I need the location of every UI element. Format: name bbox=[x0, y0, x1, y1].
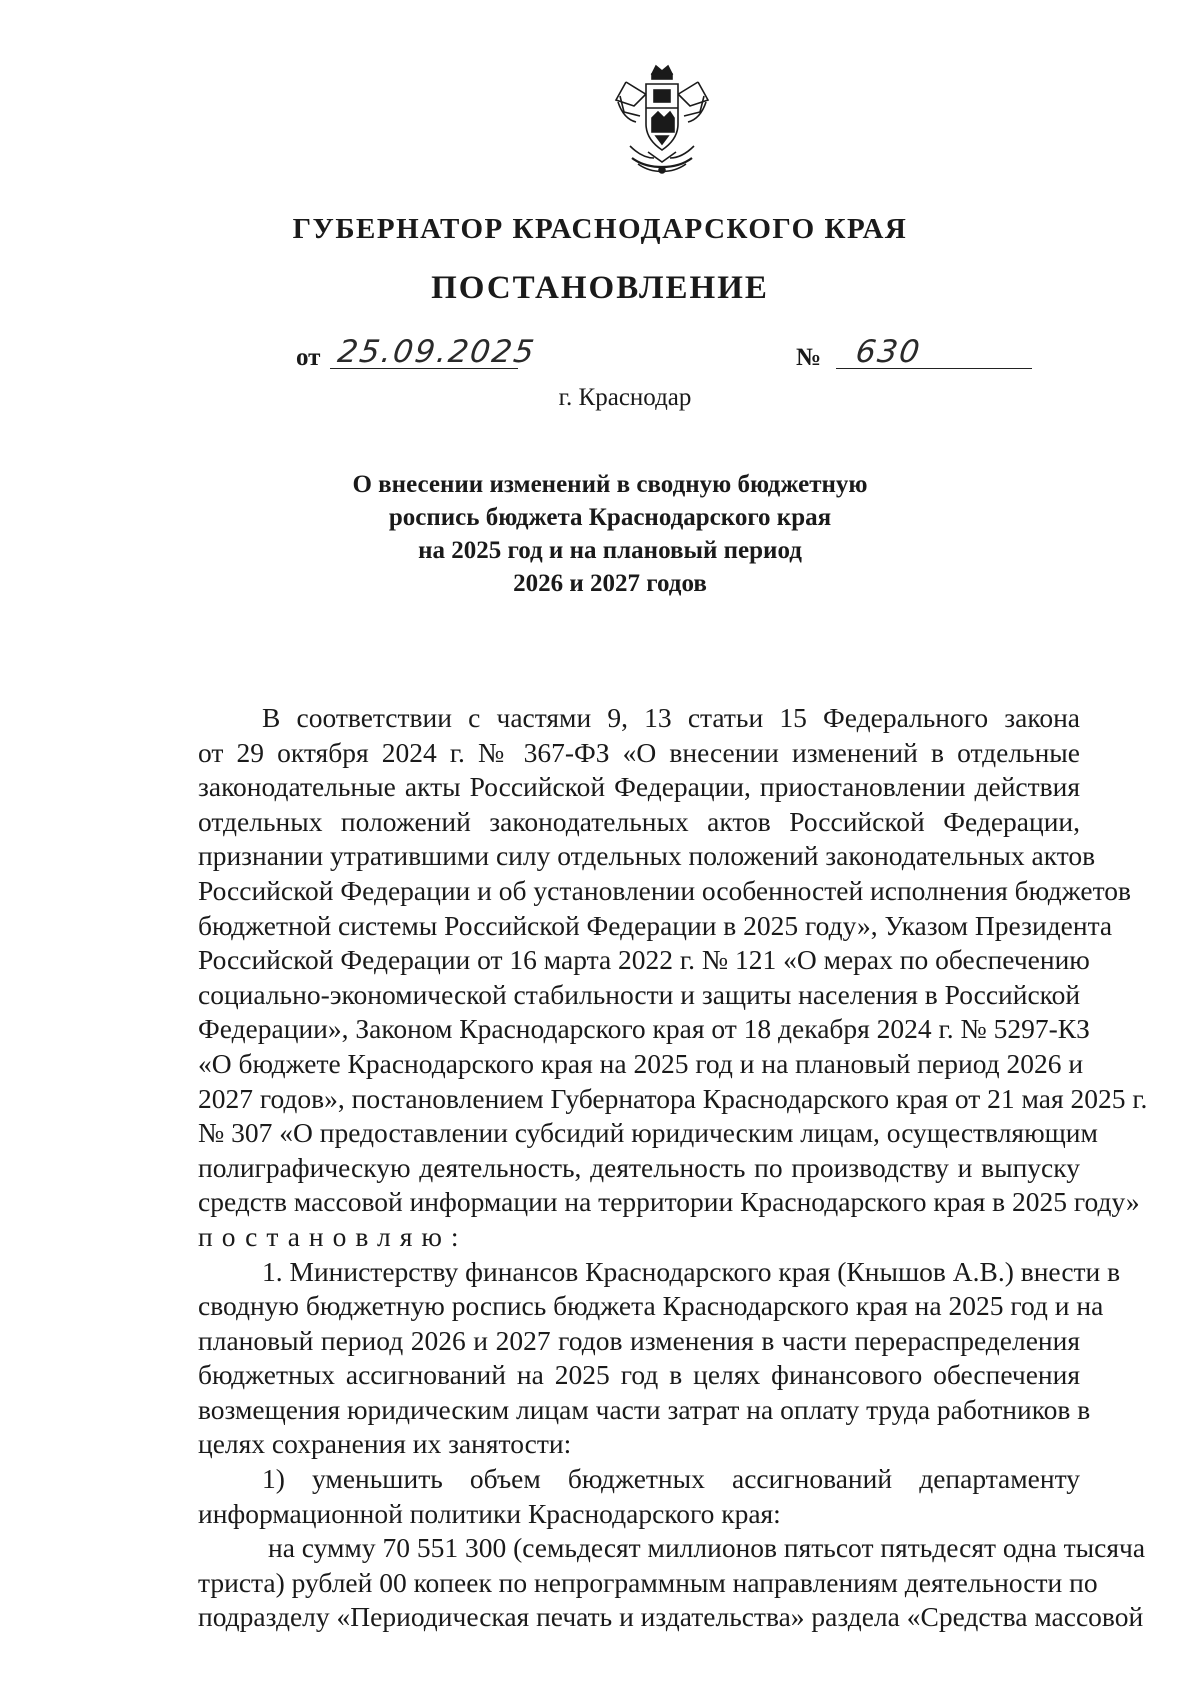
date-value: 25.09.2025 bbox=[335, 334, 539, 370]
body-line: № 307 «О предоставлении субсидий юридическим лицам, осуществляющим bbox=[198, 1117, 1098, 1149]
city: г. Краснодар bbox=[558, 384, 692, 411]
document-body bbox=[198, 701, 1148, 1635]
date-prefix: от bbox=[296, 344, 321, 371]
body-line: сводную бюджетную роспись бюджета Краснодарского края на 2025 год и на bbox=[198, 1290, 1104, 1322]
body-line: отдельных положений законодательных актов Российской Федерации, bbox=[198, 805, 1080, 837]
body-line: на сумму 70 551 300 (семьдесят миллионов пятьсот пятьдесят одна тысяча bbox=[268, 1532, 1146, 1564]
body-line: плановый период 2026 и 2027 годов изменения в части перераспределения bbox=[198, 1324, 1080, 1356]
body-line: Федерации», Законом Краснодарского края от 18 декабря 2024 г. № 5297-КЗ bbox=[198, 1013, 1090, 1045]
body-line: возмещения юридическим лицам части затрат на оплату труда работников в bbox=[198, 1393, 1091, 1425]
document-type-heading: ПОСТАНОВЛЕНИЕ bbox=[431, 270, 769, 306]
body-line: триста) рублей 00 копеек по непрограммным направлениям деятельности по bbox=[198, 1566, 1098, 1598]
body-line: 1. Министерству финансов Краснодарского края (Кнышов А.В.) внести в bbox=[262, 1255, 1121, 1287]
number-value: 630 bbox=[853, 334, 924, 370]
body-line: «О бюджете Краснодарского края на 2025 год и на плановый период 2026 и bbox=[198, 1047, 1084, 1079]
date-number-row bbox=[290, 334, 1030, 374]
body-line: признании утратившими силу отдельных положений законодательных актов bbox=[198, 840, 1096, 872]
body-line: социально-экономической стабильности и защиты населения в Российской bbox=[198, 978, 1081, 1010]
body-line: от 29 октября 2024 г. № 367-ФЗ «О внесении изменений в отдельные bbox=[198, 736, 1080, 768]
title-line: роспись бюджета Краснодарского края bbox=[388, 504, 832, 531]
body-line: 2027 годов», постановлением Губернатора Краснодарского края от 21 мая 2025 г. bbox=[198, 1082, 1148, 1114]
body-line: средств массовой информации на территории Краснодарского края в 2025 году» bbox=[198, 1186, 1140, 1218]
body-line: информационной политики Краснодарского края: bbox=[198, 1497, 781, 1529]
issuer-heading: ГУБЕРНАТОР КРАСНОДАРСКОГО КРАЯ bbox=[292, 213, 908, 245]
body-line: Российской Федерации и об установлении особенностей исполнения бюджетов bbox=[198, 874, 1132, 906]
title-line: О внесении изменений в сводную бюджетную bbox=[352, 471, 868, 498]
document-title bbox=[250, 468, 970, 600]
body-line: законодательные акты Российской Федерации, приостановлении действия bbox=[198, 771, 1080, 803]
krasnodar-krai-coat-of-arms-icon bbox=[612, 62, 712, 180]
title-line: на 2025 год и на плановый период bbox=[418, 537, 802, 564]
body-line-resolve: постановляю: bbox=[198, 1220, 468, 1252]
title-line: 2026 и 2027 годов bbox=[513, 570, 707, 597]
body-line: бюджетной системы Российской Федерации в 2025 году», Указом Президента bbox=[198, 909, 1113, 941]
body-line: бюджетных ассигнований на 2025 год в целях финансового обеспечения bbox=[198, 1359, 1080, 1391]
body-line: подразделу «Периодическая печать и издательства» раздела «Средства массовой bbox=[198, 1601, 1144, 1633]
body-line: полиграфическую деятельность, деятельность по производству и выпуску bbox=[198, 1151, 1080, 1183]
body-line: В соответствии с частями 9, 13 статьи 15 Федерального закона bbox=[262, 702, 1080, 733]
body-line: 1) уменьшить объем бюджетных ассигнований департаменту bbox=[262, 1463, 1080, 1495]
number-prefix: № bbox=[796, 344, 822, 371]
body-line: Российской Федерации от 16 марта 2022 г. № 121 «О мерах по обеспечению bbox=[198, 944, 1090, 976]
body-line: целях сохранения их занятости: bbox=[198, 1428, 572, 1460]
